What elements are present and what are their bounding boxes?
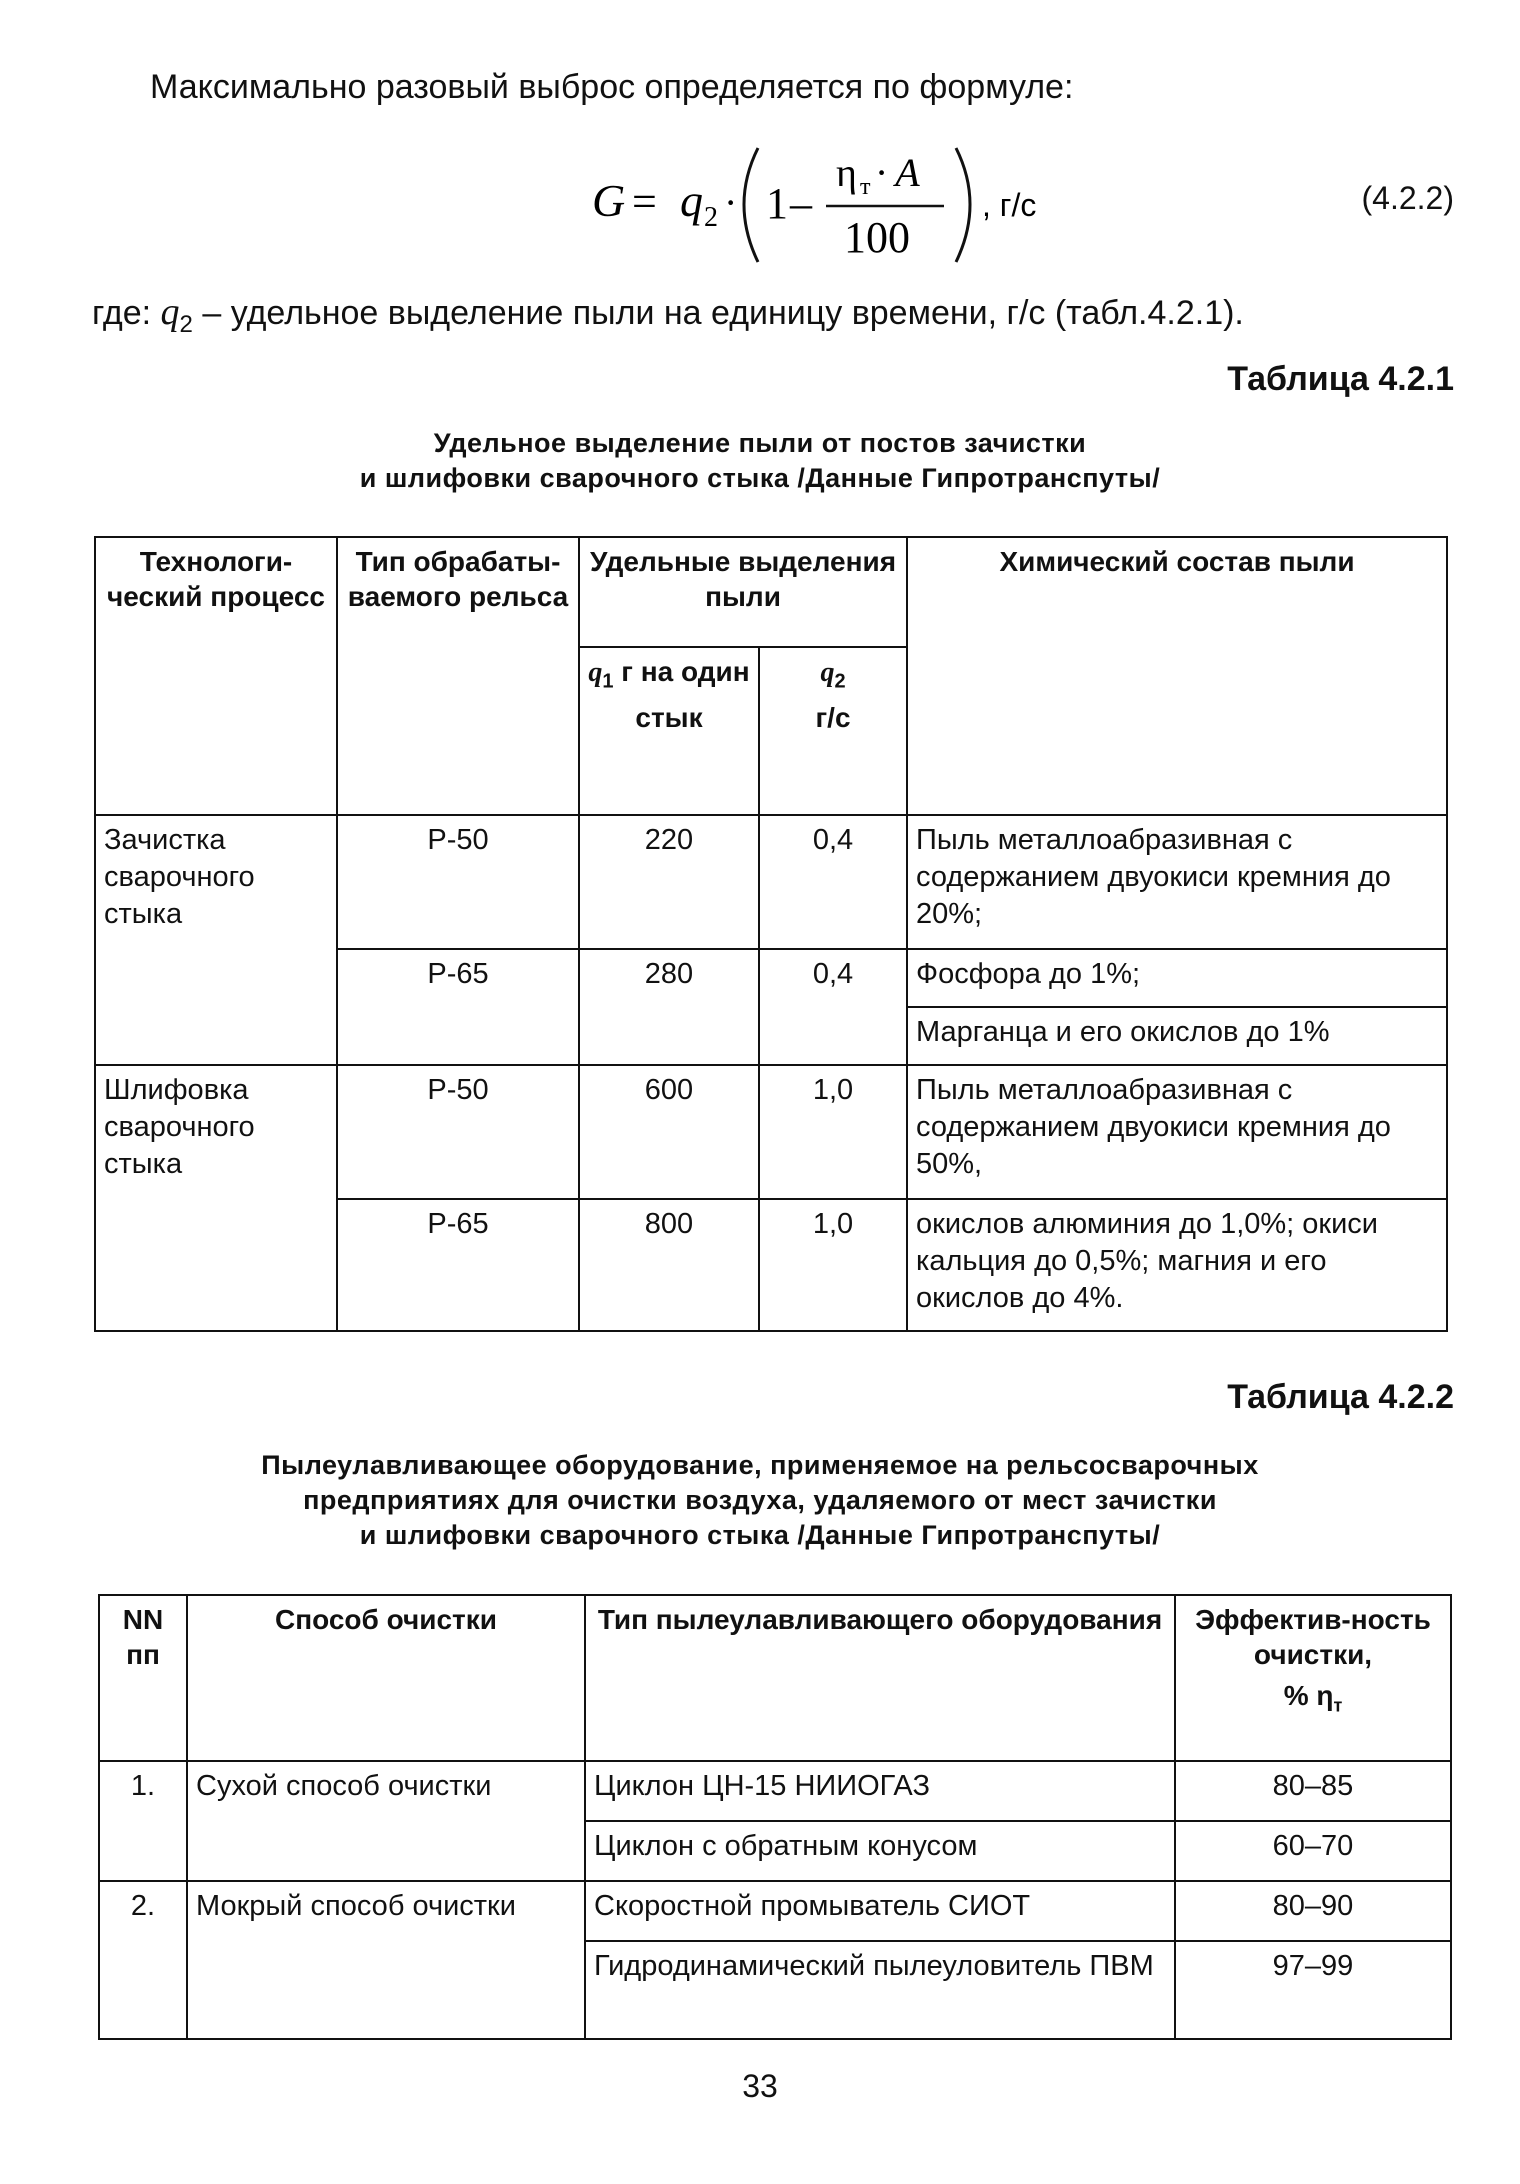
right-paren	[956, 148, 970, 262]
formula-one: 1	[766, 179, 788, 228]
t2-nn-cell: 1.	[99, 1761, 187, 1881]
t1-q1-cell: 280	[579, 949, 759, 1065]
t1-process-cell: Шлифовка сварочного стыка	[95, 1065, 337, 1331]
t2-eff-unit-text: % η	[1283, 1680, 1334, 1711]
where-text: – удельное выделение пыли на единицу времени, г/с (табл.4.2.1).	[202, 294, 1244, 332]
formula-eta: η	[836, 150, 857, 195]
t1-q2-cell: 1,0	[759, 1065, 907, 1199]
t2-eff-unit-sub: т	[1333, 1695, 1343, 1716]
t1-q2-cell: 1,0	[759, 1199, 907, 1331]
formula-times-a: · A	[876, 150, 920, 195]
t1-rail-cell: Р-65	[337, 1199, 579, 1331]
t2-header-efficiency	[1175, 1595, 1451, 1761]
t2-header-method: Способ очистки	[187, 1595, 585, 1761]
t1-rail-cell: Р-65	[337, 949, 579, 1065]
table1-number: Таблица 4.2.1	[1227, 360, 1454, 398]
t2-header-nn: NN пп	[99, 1595, 187, 1761]
where-q-sub: 2	[179, 310, 193, 338]
t2-efficiency-cell: 80–90	[1175, 1881, 1451, 1941]
table2-title-3: и шлифовки сварочного стыка /Данные Гипротранспуты/	[359, 1520, 1161, 1550]
q2-symbol: q	[820, 657, 835, 688]
equation-number: (4.2.2)	[1361, 180, 1454, 216]
table1-title-1: Удельное выделение пыли от постов зачистки	[433, 428, 1087, 458]
svg-text:=: =	[632, 177, 657, 226]
table1	[94, 536, 1448, 1332]
q1-symbol: q	[588, 657, 603, 688]
t1-rail-cell: Р-50	[337, 1065, 579, 1199]
t1-q2-cell: 0,4	[759, 949, 907, 1065]
left-paren	[744, 148, 758, 262]
intro-text: Максимально разовый выброс определяется по формуле:	[150, 68, 1074, 106]
formula	[590, 140, 1070, 270]
table-row	[99, 1881, 1451, 1941]
q1-text: г на один стык	[613, 656, 750, 733]
where-line	[92, 290, 1244, 339]
table2-title-2: предприятиях для очистки воздуха, удаляемого от мест зачистки	[303, 1485, 1217, 1515]
t2-method-cell: Мокрый способ очистки	[187, 1881, 585, 2039]
table2-number: Таблица 4.2.2	[1227, 1378, 1454, 1416]
t1-header-process: Технологи-ческий процесс	[95, 537, 337, 815]
t1-chem-cell: Марганца и его окислов до 1%	[907, 1007, 1447, 1065]
formula-unit: , г/с	[982, 187, 1037, 223]
where-q: q	[160, 291, 180, 333]
t1-chem-cell: Пыль металлоабразивная с содержанием двуокиси кремния до 50%,	[907, 1065, 1447, 1199]
t2-eff-label: Эффектив-ность очистки,	[1195, 1604, 1431, 1670]
t2-method-cell: Сухой способ очистки	[187, 1761, 585, 1881]
q2-text: г/с	[815, 701, 851, 733]
formula-eta-sub: т	[860, 174, 871, 200]
table-row	[99, 1761, 1451, 1821]
t1-q1-cell: 220	[579, 815, 759, 949]
t1-header-chemical: Химический состав пыли	[907, 537, 1447, 815]
t2-nn-cell: 2.	[99, 1881, 187, 2039]
table-row	[95, 815, 1447, 949]
t2-equipment-cell: Скоростной промыватель СИОТ	[585, 1881, 1175, 1941]
t2-header-equipment: Тип пылеулавливающего оборудования	[585, 1595, 1175, 1761]
t1-q1-cell: 600	[579, 1065, 759, 1199]
t1-chem-cell: окислов алюминия до 1,0%; окиси кальция до 0,5%; магния и его окислов до 4%.	[907, 1199, 1447, 1331]
formula-q: q	[680, 175, 703, 226]
t1-header-q1	[579, 647, 759, 815]
t2-efficiency-cell: 80–85	[1175, 1761, 1451, 1821]
where-prefix: где:	[92, 294, 152, 332]
table2-title-1: Пылеулавливающее оборудование, применяемое на рельсосварочных	[261, 1450, 1259, 1480]
t1-q2-cell: 0,4	[759, 815, 907, 949]
table-row	[95, 1065, 1447, 1199]
t1-q1-cell: 800	[579, 1199, 759, 1331]
t2-efficiency-cell: 60–70	[1175, 1821, 1451, 1881]
t1-header-emission: Удельные выделения пыли	[579, 537, 907, 647]
t1-header-q2	[759, 647, 907, 815]
t2-equipment-cell: Циклон ЦН-15 НИИОГАЗ	[585, 1761, 1175, 1821]
t1-chem-cell: Фосфора до 1%;	[907, 949, 1447, 1007]
q2-sub: 2	[834, 670, 846, 693]
t1-chem-cell: Пыль металлоабразивная с содержанием двуокиси кремния до 20%;	[907, 815, 1447, 949]
table1-title-2: и шлифовки сварочного стыка /Данные Гипротранспуты/	[359, 463, 1161, 493]
formula-q-sub: 2	[704, 202, 718, 233]
t2-equipment-cell: Гидродинамический пылеуловитель ПВМ	[585, 1941, 1175, 2039]
formula-lhs: G	[592, 175, 626, 226]
q1-sub: 1	[602, 670, 614, 693]
t1-header-rail: Тип обрабаты-ваемого рельса	[337, 537, 579, 815]
t2-equipment-cell: Циклон с обратным конусом	[585, 1821, 1175, 1881]
table2	[98, 1594, 1452, 2040]
t1-rail-cell: Р-50	[337, 815, 579, 949]
svg-text:·: ·	[724, 180, 738, 225]
t1-process-cell: Зачистка сварочного стыка	[95, 815, 337, 1065]
svg-text:–: –	[790, 179, 812, 228]
t2-eff-unit	[1284, 1678, 1343, 1724]
formula-denominator: 100	[844, 213, 910, 262]
t2-efficiency-cell: 97–99	[1175, 1941, 1451, 2039]
page-number: 33	[742, 2068, 778, 2104]
